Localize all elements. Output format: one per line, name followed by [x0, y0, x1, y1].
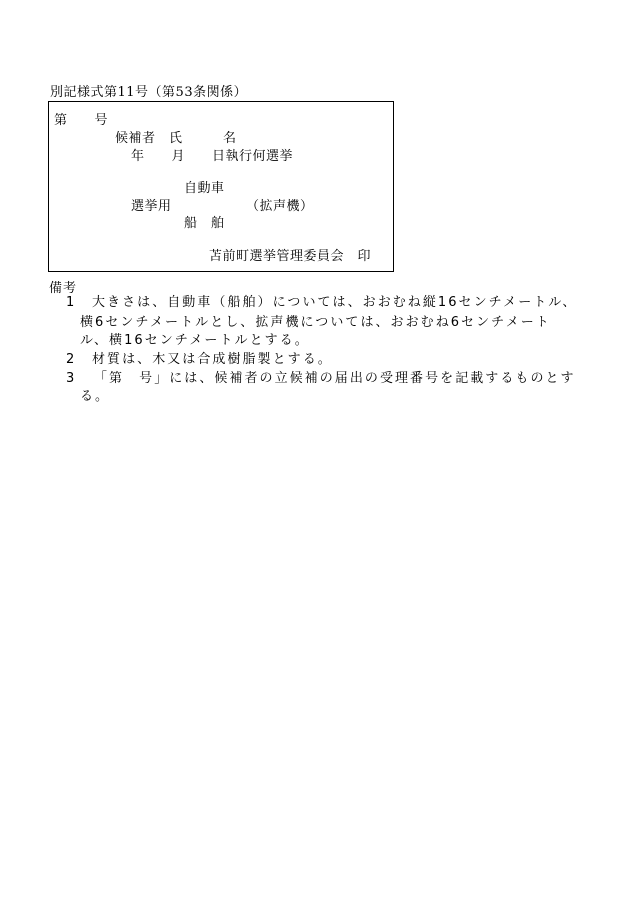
remark-number: 2: [66, 352, 75, 367]
form-caption: 別記様式第11号（第53条関係）: [50, 85, 248, 100]
form-vehicle-line: 自動車: [184, 181, 225, 196]
remark-line: 材質は、木又は合成樹脂製とする。: [92, 352, 333, 367]
form-ship-line: 船 舶: [184, 216, 225, 231]
remark-line: ル、横16センチメートルとする。: [80, 333, 310, 348]
form-use-line: 選挙用 （拡声機）: [131, 199, 314, 214]
remarks-title: 備考: [49, 281, 78, 296]
nameplate-form: [48, 101, 394, 272]
form-date-line: 年 月 日執行何選挙: [131, 149, 294, 164]
remark-line: 「第 号」には、候補者の立候補の届出の受理番号を記載するものとす: [94, 371, 576, 386]
remark-line: 大きさは、自動車（船舶）については、おおむね縦16センチメートル、: [92, 295, 578, 310]
remark-number: 1: [66, 295, 75, 310]
form-candidate-line: 候補者 氏 名: [115, 131, 237, 146]
remark-number: 3: [66, 371, 75, 386]
remark-line: 横6センチメートルとし、拡声機については、おおむね6センチメート: [80, 315, 551, 330]
remark-line: る。: [80, 389, 111, 404]
form-number-line: 第 号: [54, 113, 109, 128]
form-committee-line: 苫前町選挙管理委員会 印: [209, 249, 372, 264]
